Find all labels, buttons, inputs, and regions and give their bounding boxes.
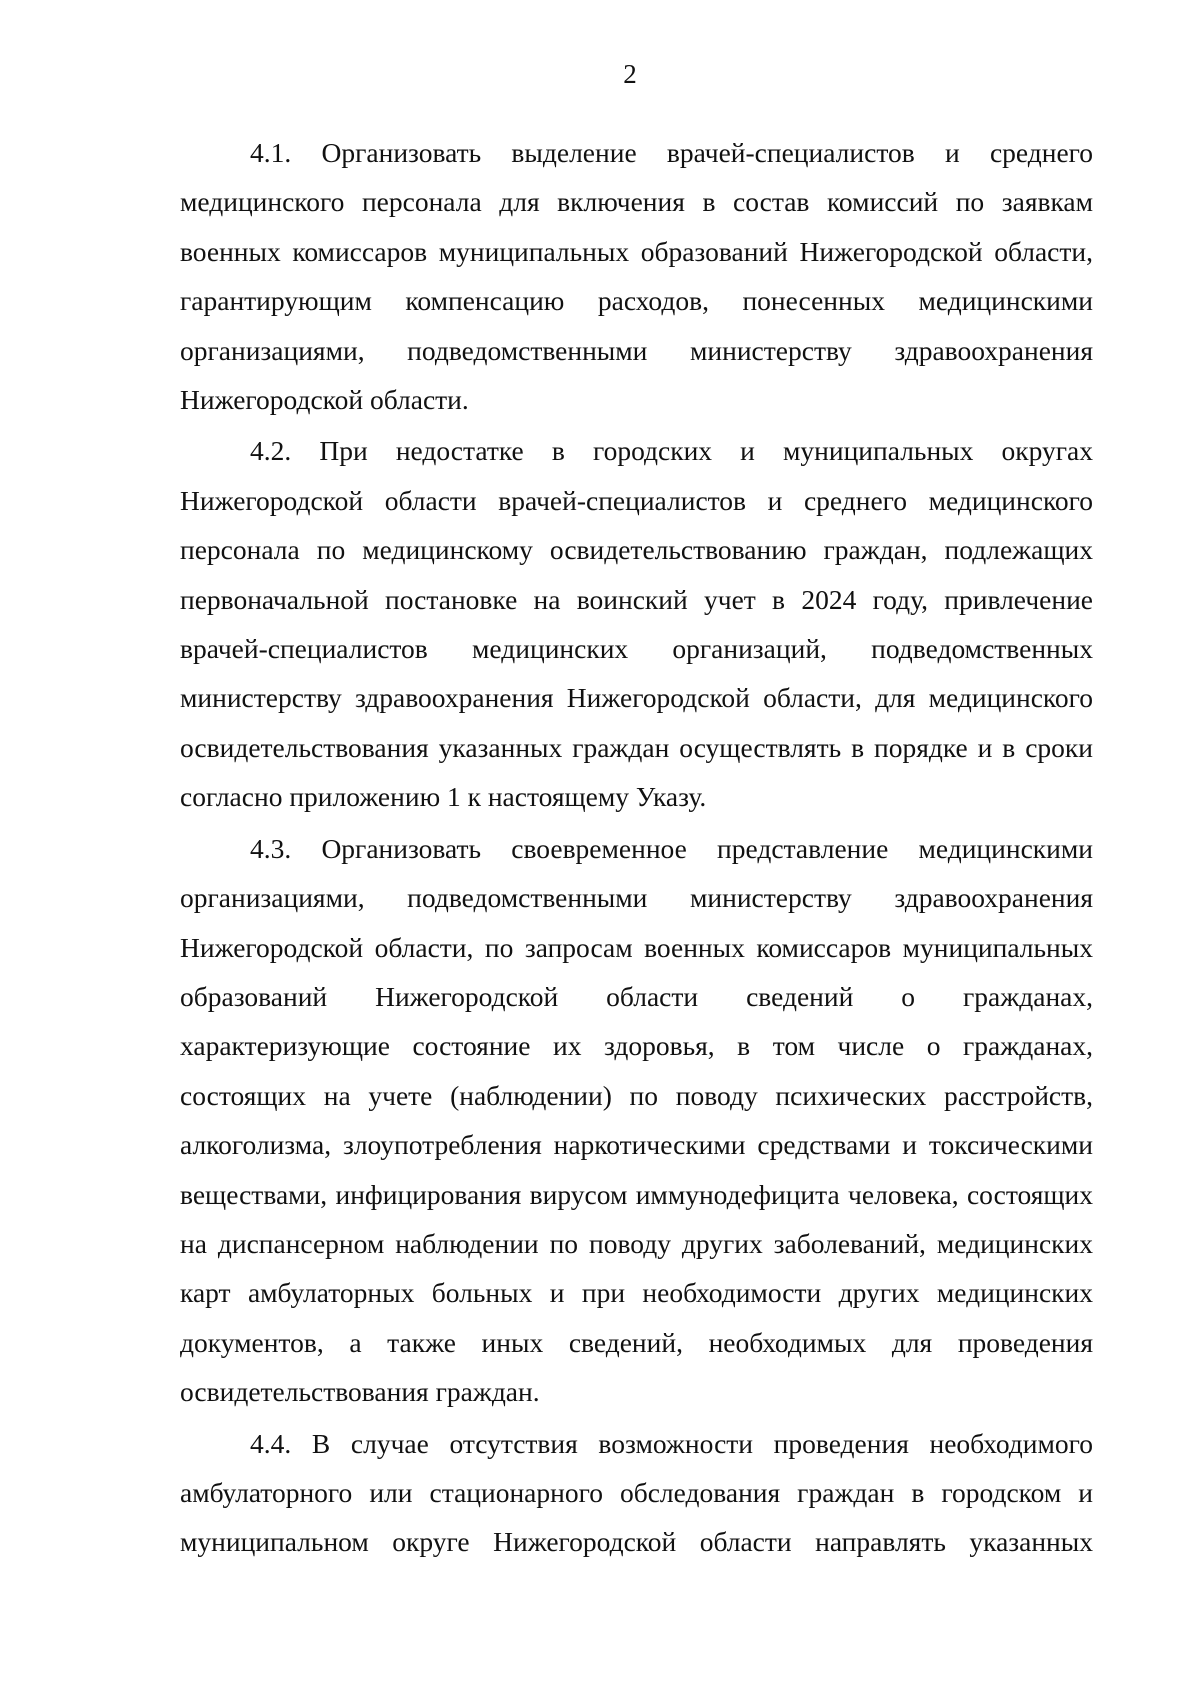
page-number: 2 — [623, 59, 637, 89]
paragraph-4-1: 4.1. Организовать выделение врачей-специалистов и среднего медицинского персонала для включения в состав комиссий по заявкам военных комиссаров муниципальных образований Нижегородской области, гарантирующим компенсацию расходов, понесенных медицинскими организациями, подведомственными министерству здравоохранения Нижегородской области. — [180, 137, 1093, 416]
paragraph-4-4: 4.4. В случае отсутствия возможности проведения необходимого амбулаторного или стационарного обследования граждан в городском и муниципальном округе Нижегородской области направлять указанных — [180, 1427, 1093, 1558]
paragraph-4-2: 4.2. При недостатке в городских и муниципальных округах Нижегородской области врачей-специалистов и среднего медицинского персонала по медицинскому освидетельствованию граждан, подлежащих первоначальной постановке на воинский учет в 2024 году, привлечение врачей-специалистов медицинских организаций, подведомственных министерству здравоохранения Нижегородской области, для медицинского освидетельствования указанных граждан осуществлять в порядке и в сроки согласно приложению 1 к настоящему Указу. — [180, 435, 1093, 813]
document-body — [180, 128, 1093, 1569]
paragraph-4-3: 4.3. Организовать своевременное представление медицинскими организациями, подведомственными министерству здравоохранения Нижегородской области, по запросам военных комиссаров муниципальных образований Нижегородской области сведений о гражданах, характеризующие состояние их здоровья, в том числе о гражданах, состоящих на учете (наблюдении) по поводу психических расстройств, алкоголизма, злоупотребления наркотическими средствами и токсическими веществами, инфицирования вирусом иммунодефицита человека, состоящих на диспансерном наблюдении по поводу других заболеваний, медицинских карт амбулаторных больных и при необходимости других медицинских документов, а также иных сведений, необходимых для проведения освидетельствования граждан. — [180, 832, 1093, 1408]
